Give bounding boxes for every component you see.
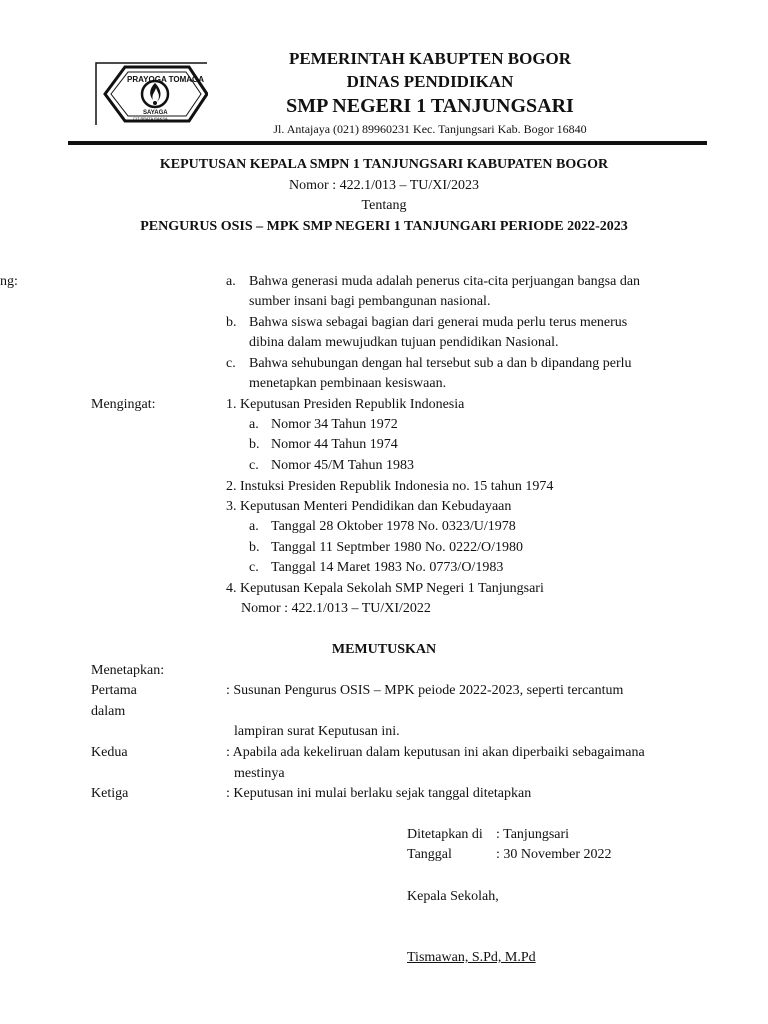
- menimbang-c-line1: Bahwa sehubungan dengan hal tersebut sub a dan b dipandang perlu: [249, 356, 632, 371]
- letterhead-school-name: SMP NEGERI 1 TANJUNGSARI: [286, 95, 574, 117]
- menimbang-label: ng:: [0, 274, 18, 289]
- mengingat-1a-text: Nomor 34 Tahun 1972: [271, 417, 398, 432]
- menimbang-b-line1: Bahwa siswa sebagai bagian dari generai muda perlu terus menerus: [249, 315, 628, 330]
- mengingat-item-3: 3. Keputusan Menteri Pendidikan dan Kebudayaan: [226, 499, 512, 514]
- signatory-name: Tismawan, S.Pd, M.Pd: [407, 950, 536, 965]
- letterhead-line2: DINAS PENDIDIKAN: [346, 72, 514, 91]
- decree-subject: PENGURUS OSIS – MPK SMP NEGERI 1 TANJUNGARI PERIODE 2022-2023: [140, 219, 628, 234]
- mengingat-3a-text: Tanggal 28 Oktober 1978 No. 0323/U/1978: [271, 519, 516, 534]
- mengingat-item-4: 4. Keputusan Kepala Sekolah SMP Negeri 1 Tanjungsari: [226, 581, 544, 596]
- mengingat-3c-text: Tanggal 14 Maret 1983 No. 0773/O/1983: [271, 560, 504, 575]
- mengingat-3a-marker: a.: [249, 519, 259, 534]
- letterhead-address: Jl. Antajaya (021) 89960231 Kec. Tanjungsari Kab. Bogor 16840: [273, 122, 587, 136]
- mengingat-3b-text: Tanggal 11 Septmber 1980 No. 0222/O/1980: [271, 540, 524, 555]
- letterhead-divider: [68, 141, 707, 145]
- menimbang-c-line2: menetapkan pembinaan kesiswaan.: [249, 376, 447, 391]
- ketiga-label: Ketiga: [91, 786, 129, 801]
- mengingat-label: Mengingat:: [91, 397, 156, 412]
- mengingat-1c-text: Nomor 45/M Tahun 1983: [271, 458, 415, 473]
- kedua-text: : Apabila ada kekeliruan dalam keputusan ini akan diperbaiki sebagaimana: [226, 745, 645, 760]
- tanggal-value: : 30 November 2022: [496, 847, 612, 862]
- menimbang-a-line1: Bahwa generasi muda adalah penerus cita-cita perjuangan bangsa dan: [249, 274, 641, 289]
- pertama-text-cont: lampiran surat Keputusan ini.: [234, 724, 400, 739]
- kedua-text-cont: mestinya: [234, 766, 285, 781]
- logo-small-text: CIT BRATA RAKSA: [133, 116, 168, 121]
- mengingat-3b-marker: b.: [249, 540, 260, 555]
- mengingat-1a-marker: a.: [249, 417, 259, 432]
- mengingat-1c-marker: c.: [249, 458, 259, 473]
- logo-top-text: PRAYOGA TOMAGA: [127, 75, 205, 84]
- kedua-label: Kedua: [91, 745, 128, 760]
- ditetapkan-label: Ditetapkan di: [407, 827, 483, 842]
- menimbang-b-line2: dibina dalam mewujudkan tujuan pendidikan Nasional.: [249, 335, 559, 350]
- decree-tentang: Tentang: [361, 198, 407, 213]
- mengingat-3c-marker: c.: [249, 560, 259, 575]
- letterhead-line1: PEMERINTAH KABUPTEN BOGOR: [288, 49, 572, 68]
- menimbang-a-line2: sumber insani bagi pembangunan nasional.: [249, 294, 491, 309]
- memutuskan-heading: MEMUTUSKAN: [331, 642, 437, 657]
- mengingat-1b-text: Nomor 44 Tahun 1974: [271, 437, 398, 452]
- school-logo: [95, 62, 208, 126]
- mengingat-item-4-number: Nomor : 422.1/013 – TU/XI/2022: [241, 601, 431, 616]
- pertama-label: Pertama: [91, 683, 137, 698]
- mengingat-item-1: 1. Keputusan Presiden Republik Indonesia: [226, 397, 465, 412]
- menimbang-b-marker: b.: [226, 315, 237, 330]
- logo-bottom-text: SAYAGA: [143, 110, 168, 116]
- mengingat-item-2: 2. Instuksi Presiden Republik Indonesia no. 15 tahun 1974: [226, 479, 554, 494]
- mengingat-1b-marker: b.: [249, 437, 260, 452]
- signatory-position: Kepala Sekolah,: [407, 889, 499, 904]
- pertama-text: : Susunan Pengurus OSIS – MPK peiode 2022-2023, seperti tercantum: [226, 683, 624, 698]
- menimbang-a-marker: a.: [226, 274, 236, 289]
- ditetapkan-value: : Tanjungsari: [496, 827, 570, 842]
- decree-number: Nomor : 422.1/013 – TU/XI/2023: [289, 178, 479, 193]
- menimbang-c-marker: c.: [226, 356, 236, 371]
- pertama-label-cont: dalam: [91, 704, 126, 719]
- decree-heading: KEPUTUSAN KEPALA SMPN 1 TANJUNGSARI KABUPATEN BOGOR: [159, 157, 609, 172]
- menetapkan-label: Menetapkan:: [91, 663, 165, 678]
- tanggal-label: Tanggal: [407, 847, 452, 862]
- ketiga-text: : Keputusan ini mulai berlaku sejak tanggal ditetapkan: [226, 786, 532, 801]
